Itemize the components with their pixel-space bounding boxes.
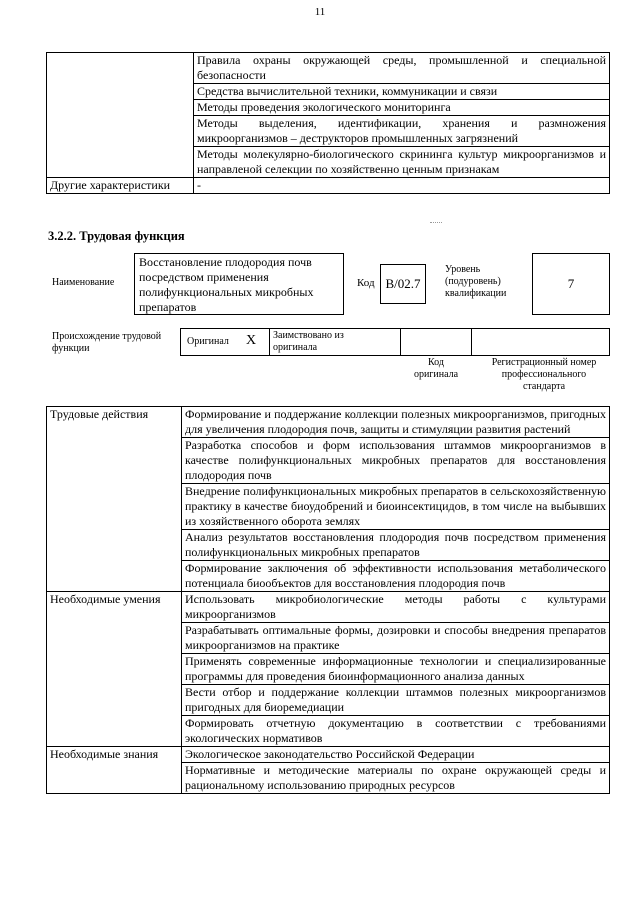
action-item: Внедрение полифункциональных микробных препаратов в сельскохозяйственную практику в качестве биоудобрений и биоинсектицидов, в том числе на выбывших из хозяйственного оборота землях xyxy=(182,484,610,530)
other-characteristics-value: - xyxy=(194,178,610,194)
name-label: Наименование xyxy=(52,277,115,288)
table-row xyxy=(47,178,610,194)
registration-caption: Регистрационный номер профессионального стандарта xyxy=(491,357,597,392)
knowledge-item: Методы молекулярно-биологического скрининга культур микроорганизмов и направленой селекции по хозяйственно ценным признакам xyxy=(194,147,610,178)
action-item: Анализ результатов восстановления плодородия почв посредством применения полифункциональных микробных препаратов xyxy=(182,530,610,561)
knowledge-item: Нормативные и методические материалы по охране окружающей среды и рациональному использованию природных ресурсов xyxy=(182,763,610,794)
code-label: Код xyxy=(357,277,375,289)
page-number: 11 xyxy=(314,6,326,18)
origin-label: Происхождение трудовой функции xyxy=(52,331,162,354)
knowledge-label: Необходимые знания xyxy=(47,747,182,794)
labor-function-table xyxy=(46,406,610,794)
skill-item: Разрабатывать оптимальные формы, дозировки и способы внедрения препаратов микроорганизмов на практике xyxy=(182,623,610,654)
original-label: Оригинал xyxy=(187,336,229,347)
action-item: Разработка способов и форм использования штаммов микроорганизмов в качестве полифункциональных микробных препаратов для восстановления плодородия почв xyxy=(182,438,610,484)
skills-label: Необходимые умения xyxy=(47,592,182,747)
table-row xyxy=(47,592,610,623)
original-mark: X xyxy=(246,333,257,348)
qualification-level: 7 xyxy=(532,253,610,315)
knowledge-item: Средства вычислительной техники, коммуникации и связи xyxy=(194,84,610,100)
origin-code-cell xyxy=(400,328,472,356)
table-row xyxy=(47,407,610,438)
action-item: Формирование заключения об эффективности использования метаболического потенциала биообъектов для восстановления плодородия почв xyxy=(182,561,610,592)
skill-item: Применять современные информационные технологии и специализированные программы для проведения биоинформационного анализа данных xyxy=(182,654,610,685)
table-row xyxy=(47,53,610,84)
empty-label-cell xyxy=(47,53,194,178)
other-characteristics-label: Другие характеристики xyxy=(47,178,194,194)
continuation-table xyxy=(46,52,610,194)
skill-item: Использовать микробиологические методы работы с культурами микроорганизмов xyxy=(182,592,610,623)
table-row xyxy=(47,747,610,763)
skill-item: Формировать отчетную документацию в соответствии с требованиями экологических нормативов xyxy=(182,716,610,747)
function-name: Восстановление плодородия почв посредством применения полифункциональных микробных препаратов xyxy=(134,253,344,315)
skill-item: Вести отбор и поддержание коллекции штаммов полезных микроорганизмов пригодных для биоремедиации xyxy=(182,685,610,716)
scan-artifact xyxy=(430,222,442,223)
actions-label: Трудовые действия xyxy=(47,407,182,592)
knowledge-item: Экологическое законодательство Российской Федерации xyxy=(182,747,610,763)
borrowed-label: Заимствовано из оригинала xyxy=(273,330,344,353)
action-item: Формирование и поддержание коллекции полезных микроорганизмов, пригодных для увеличения плодородия почв, защиты и стимуляции развития растений xyxy=(182,407,610,438)
level-label: Уровень (подуровень) квалификации xyxy=(445,264,507,299)
knowledge-item: Методы проведения экологического мониторинга xyxy=(194,100,610,116)
function-code: В/02.7 xyxy=(380,264,426,304)
knowledge-item: Правила охраны окружающей среды, промышленной и специальной безопасности xyxy=(194,53,610,84)
knowledge-item: Методы выделения, идентификации, хранения и размножения микроорганизмов – деструкторов промышленных загрязнений xyxy=(194,116,610,147)
section-title: 3.2.2. Трудовая функция xyxy=(48,229,185,243)
code-caption: Код оригинала xyxy=(413,357,459,380)
